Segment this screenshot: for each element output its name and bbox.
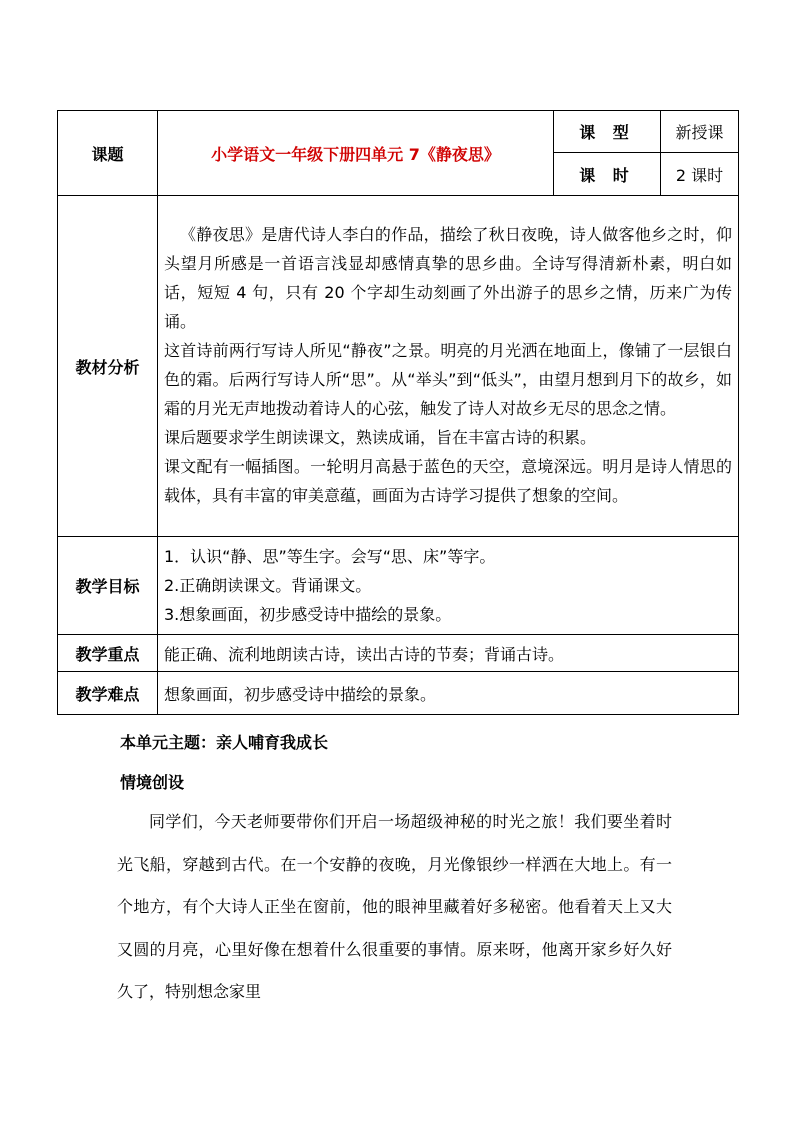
analysis-paragraph: 课文配有一幅插图。一轮明月高悬于蓝色的天空，意境深远。明月是诗人情思的载体，具有丰富的审美意蕴，画面为古诗学习提供了想象的空间。 [164,457,732,505]
type-value: 新授课 [661,111,739,153]
scenario-paragraph: 同学们，今天老师要带你们开启一场超级神秘的时光之旅！我们要坐着时光飞船，穿越到古代。在一个安静的夜晚，月光像银纱一样洒在大地上。有一个地方，有个大诗人正坐在窗前，他的眼神里藏着好多秘密。他看着天上又大又圆的月亮，心里好像在想着什么很重要的事情。原来呀，他离开家乡好久好久了，特别想念家里 [117,812,672,1002]
analysis-content [158,196,739,537]
lesson-plan-table [57,110,739,715]
unit-theme: 本单元主题：亲人哺育我成长 [120,733,329,752]
goals-label: 教学目标 [58,537,158,635]
type-label: 课 型 [554,111,661,153]
analysis-label: 教材分析 [58,196,158,537]
goal-item: 1．认识“静、思”等生字。会写“思、床”等字。 [164,547,496,566]
period-value: 2 课时 [661,153,739,196]
lesson-title: 小学语文一年级下册四单元 7《静夜思》 [158,111,554,196]
goal-item: 2.正确朗读课文。背诵课文。 [164,576,372,595]
analysis-paragraph: 《静夜思》是唐代诗人李白的作品，描绘了秋日夜晚，诗人做客他乡之时，仰头望月所感是一首语言浅显却感情真挚的思乡曲。全诗写得清新朴素，明白如话，短短 4 句，只有 20 个字却生动刻画了外出游子的思乡之情，历来广为传诵。 [164,225,732,331]
analysis-paragraph: 课后题要求学生朗读课文，熟读成诵，旨在丰富古诗的积累。 [164,428,597,447]
scenario-heading: 情境创设 [120,773,185,792]
goal-item: 3.想象画面，初步感受诗中描绘的景象。 [164,605,452,624]
key-points-value: 能正确、流利地朗读古诗，读出古诗的节奏；背诵古诗。 [158,635,739,672]
key-points-label: 教学重点 [58,635,158,672]
topic-label: 课题 [58,111,158,196]
scenario-body [117,801,672,1014]
analysis-paragraph: 这首诗前两行写诗人所见“静夜”之景。明亮的月光洒在地面上，像铺了一层银白色的霜。后两行写诗人所“思”。从“举头”到“低头”，由望月想到月下的故乡，如霜的月光无声地拨动着诗人的心弦，触发了诗人对故乡无尽的思念之情。 [164,341,732,418]
difficulty-label: 教学难点 [58,672,158,715]
period-label: 课 时 [554,153,661,196]
goals-content [158,537,739,635]
difficulty-value: 想象画面，初步感受诗中描绘的景象。 [158,672,739,715]
